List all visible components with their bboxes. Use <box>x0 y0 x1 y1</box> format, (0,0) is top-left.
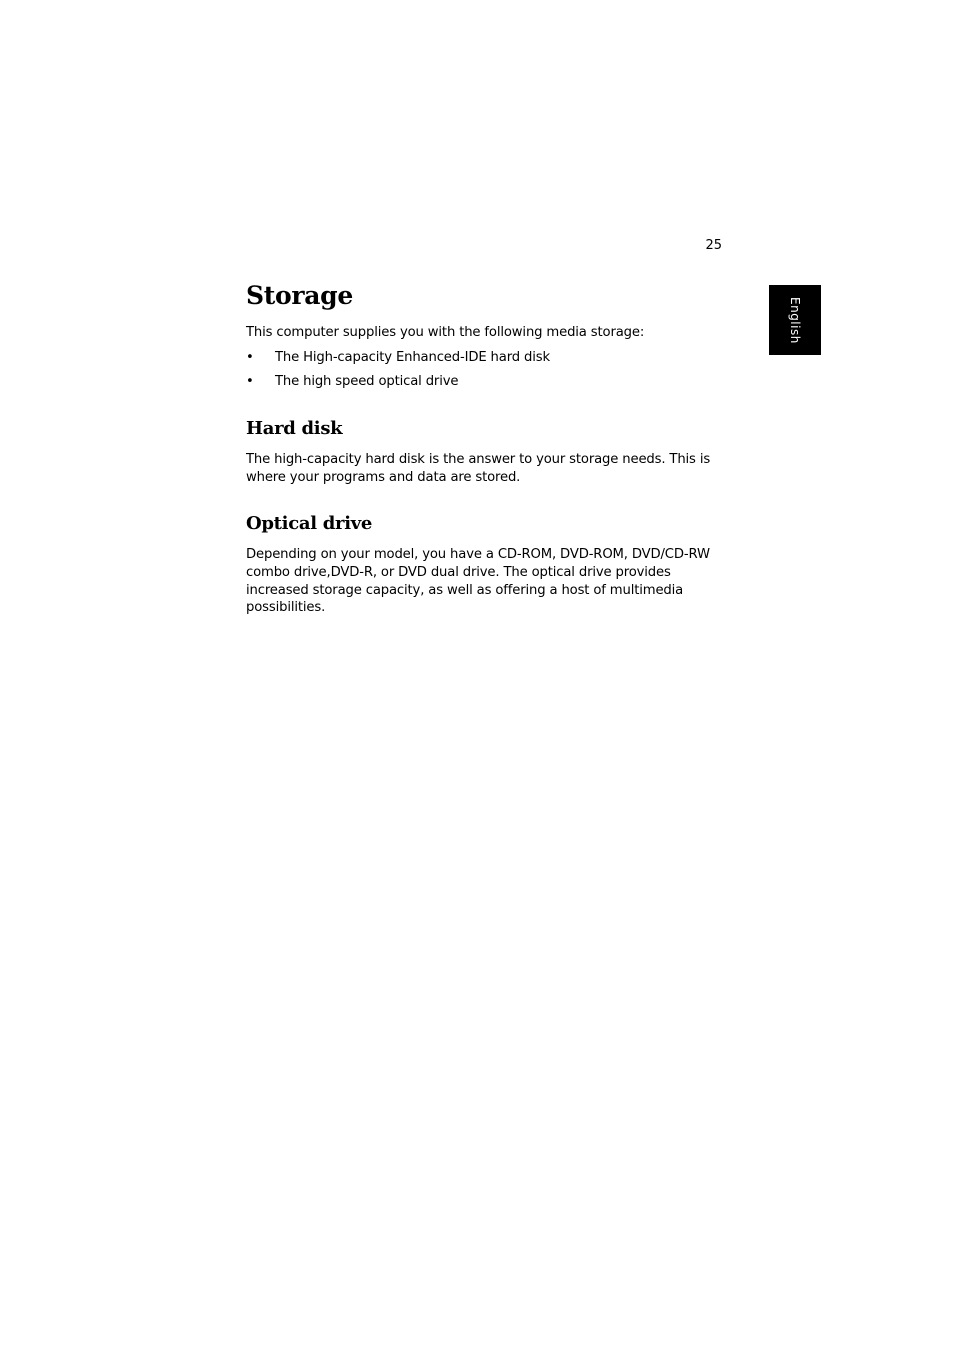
language-tab-label: English <box>788 296 802 344</box>
list-item <box>246 373 724 391</box>
list-item <box>246 349 724 367</box>
page-content <box>246 279 724 617</box>
page-title: Storage <box>246 281 353 310</box>
language-tab <box>769 285 821 355</box>
page-number: 25 <box>705 238 722 253</box>
section-heading-optical-drive: Optical drive <box>246 513 373 535</box>
bullet-icon: • <box>246 373 254 389</box>
storage-list <box>246 349 724 391</box>
intro-paragraph: This computer supplies you with the following media storage: <box>246 325 645 340</box>
section-heading-hard-disk: Hard disk <box>246 418 343 440</box>
optical-drive-paragraph: Depending on your model, you have a CD-ROM, DVD-ROM, DVD/CD-RW combo drive,DVD-R, or DVD dual drive. The optical drive provides increased storage capacity, as well as offering a host of multimedia possibilities. <box>246 547 710 616</box>
list-item-text: The high speed optical drive <box>275 373 459 389</box>
list-item-text: The High-capacity Enhanced-IDE hard disk <box>275 349 550 365</box>
hard-disk-paragraph: The high-capacity hard disk is the answer to your storage needs. This is where your programs and data are stored. <box>246 452 711 485</box>
bullet-icon: • <box>246 349 254 365</box>
